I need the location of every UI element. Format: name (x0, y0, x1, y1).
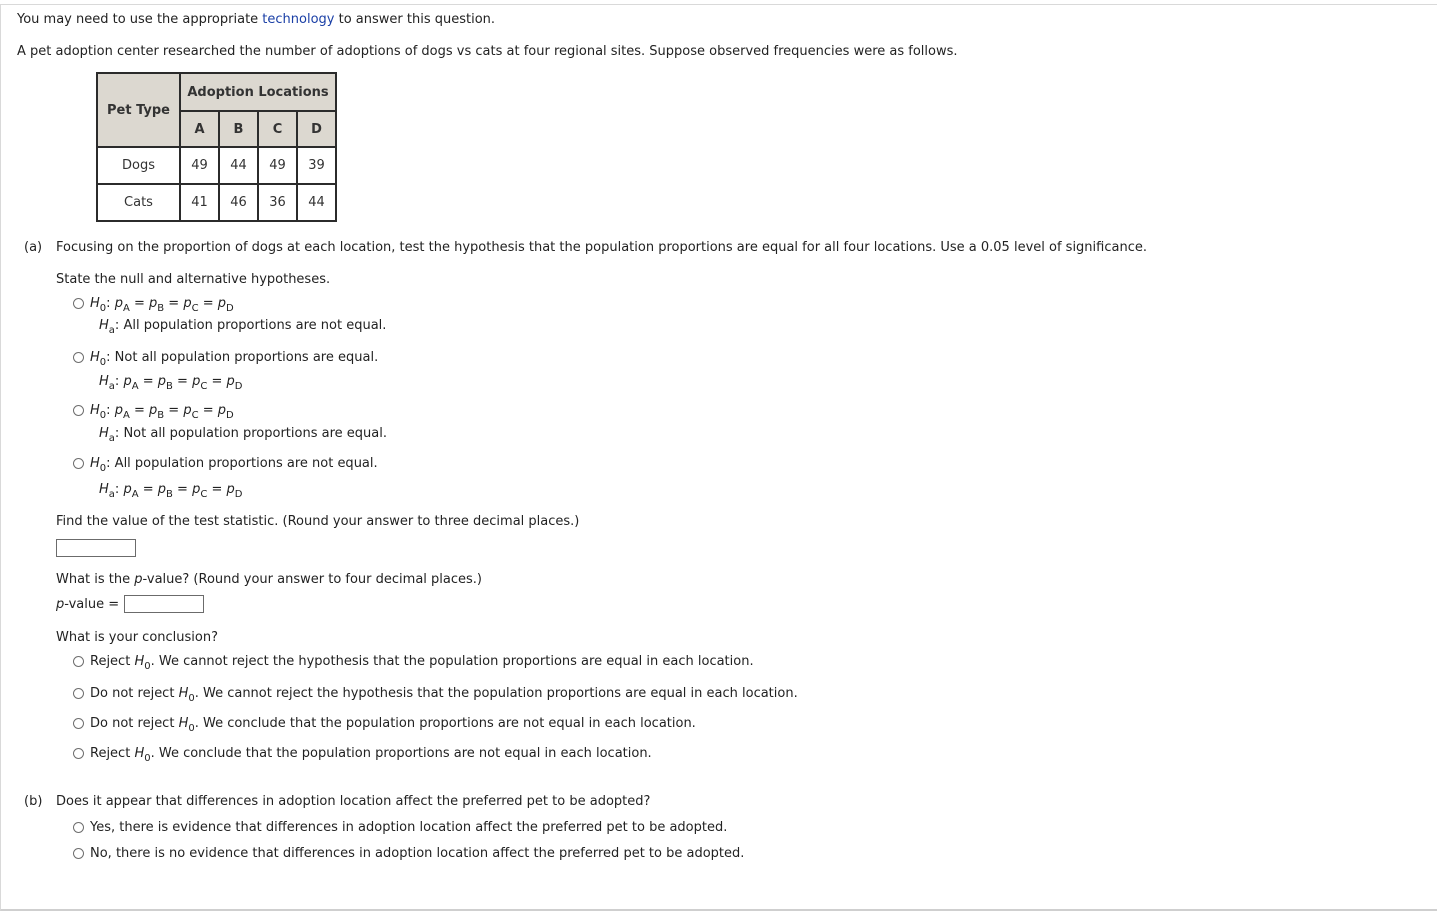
pet-type-header: Pet Type (97, 73, 180, 147)
hypothesis-option-2-ha: $H_a$: $p_A = p_B = p_C = p_D$ (99, 374, 243, 392)
table-cell: 44 (297, 184, 336, 221)
radio-button[interactable] (73, 748, 84, 759)
part-b-option-yes[interactable]: Yes, there is evidence that differences in adoption location affect the preferred pet to be adopted. (73, 820, 727, 835)
part-b-option-no[interactable]: No, there is no evidence that differences in adoption location affect the preferred pet to be adopted. (73, 846, 744, 861)
radio-button[interactable] (73, 656, 84, 667)
table-cell: 36 (258, 184, 297, 221)
column-header: B (219, 111, 258, 147)
conclusion-option-3[interactable]: Do not reject $H_0$. We conclude that the population proportions are not equal in each location. (73, 716, 696, 731)
adoption-table (96, 72, 337, 222)
radio-button[interactable] (73, 688, 84, 699)
conclusion-option-1[interactable]: Reject $H_0$. We cannot reject the hypothesis that the population proportions are equal in each location. (73, 654, 754, 669)
adoption-locations-header: Adoption Locations (180, 73, 336, 111)
hypothesis-option-3[interactable]: $H_0$: $p_A = p_B = p_C = p_D$ (73, 403, 234, 418)
part-b-tag: (b) (24, 794, 43, 809)
intro-after: to answer this question. (334, 12, 496, 27)
radio-button[interactable] (73, 822, 84, 833)
table-cell: 41 (180, 184, 219, 221)
conclusion-prompt: What is your conclusion? (56, 630, 218, 645)
table-cell: 39 (297, 147, 336, 184)
radio-button[interactable] (73, 298, 84, 309)
intro-text (17, 12, 495, 27)
table-cell: 49 (180, 147, 219, 184)
part-b-question: Does it appear that differences in adoption location affect the preferred pet to be adopted? (56, 794, 651, 809)
column-header: D (297, 111, 336, 147)
conclusion-option-2[interactable]: Do not reject $H_0$. We cannot reject the hypothesis that the population proportions are equal in each location. (73, 686, 798, 701)
problem-prompt: A pet adoption center researched the number of adoptions of dogs vs cats at four regional sites. Suppose observed frequencies were as follows. (17, 44, 958, 59)
row-label-cats: Cats (97, 184, 180, 221)
column-header: C (258, 111, 297, 147)
row-label-dogs: Dogs (97, 147, 180, 184)
radio-button[interactable] (73, 848, 84, 859)
intro-before: You may need to use the appropriate (17, 12, 263, 27)
hypothesis-option-1-ha: $H_a$: All population proportions are not equal. (99, 318, 387, 336)
hypothesis-option-4[interactable]: $H_0$: All population proportions are not equal. (73, 456, 378, 471)
part-a-question: Focusing on the proportion of dogs at each location, test the hypothesis that the population proportions are equal for all four locations. Use a 0.05 level of significance. (56, 240, 1147, 255)
hypothesis-option-2[interactable]: $H_0$: Not all population proportions are equal. (73, 350, 378, 365)
test-statistic-prompt: Find the value of the test statistic. (Round your answer to three decimal places.) (56, 514, 580, 529)
table-cell: 44 (219, 147, 258, 184)
hypothesis-option-3-ha: $H_a$: Not all population proportions are equal. (99, 426, 387, 444)
pvalue-prompt: What is the p-value? (Round your answer to four decimal places.) (56, 572, 482, 587)
part-a-tag: (a) (24, 240, 43, 255)
hypotheses-prompt: State the null and alternative hypotheses. (56, 272, 331, 287)
radio-button[interactable] (73, 352, 84, 363)
hypothesis-option-1[interactable]: $H_0$: $p_A = p_B = p_C = p_D$ (73, 296, 234, 311)
table-cell: 46 (219, 184, 258, 221)
table-cell: 49 (258, 147, 297, 184)
column-header: A (180, 111, 219, 147)
pvalue-label: p-value = (56, 597, 120, 612)
test-statistic-input[interactable] (56, 539, 136, 557)
technology-link[interactable]: technology (262, 12, 335, 27)
radio-button[interactable] (73, 458, 84, 469)
conclusion-option-4[interactable]: Reject $H_0$. We conclude that the population proportions are not equal in each location. (73, 746, 652, 761)
pvalue-input[interactable] (124, 595, 204, 613)
hypothesis-option-4-ha: $H_a$: $p_A = p_B = p_C = p_D$ (99, 482, 243, 500)
radio-button[interactable] (73, 405, 84, 416)
radio-button[interactable] (73, 718, 84, 729)
